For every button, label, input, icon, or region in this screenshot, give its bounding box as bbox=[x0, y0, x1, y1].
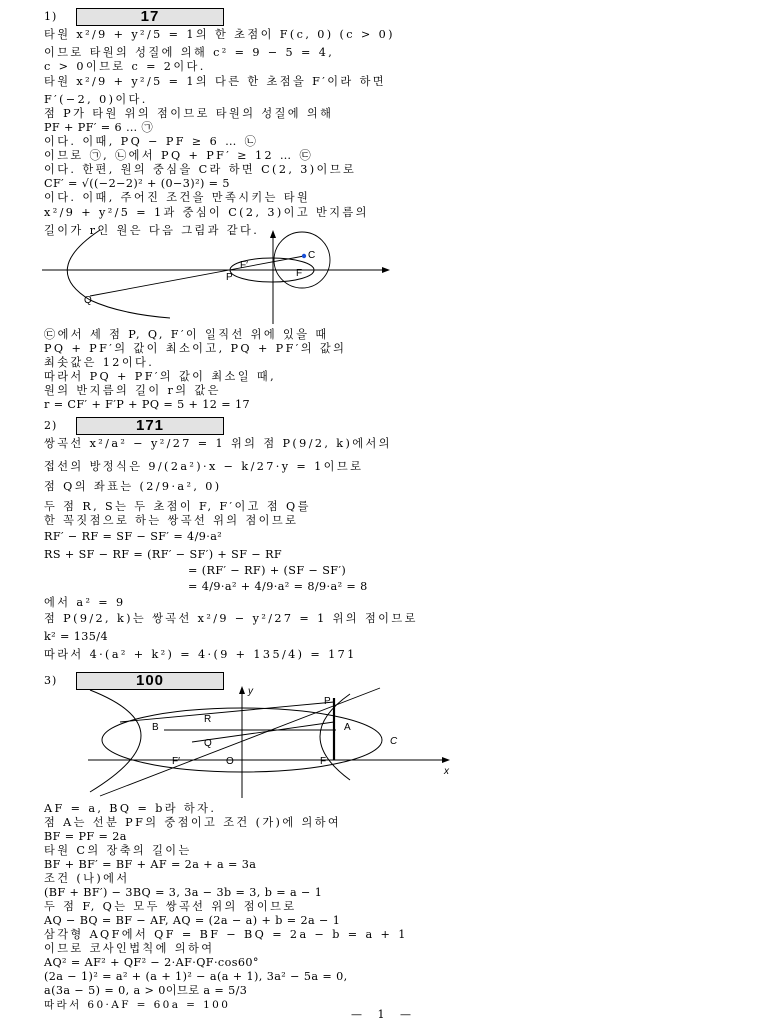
label-c: C bbox=[390, 736, 398, 747]
label-p: P bbox=[226, 272, 233, 283]
label-r: R bbox=[204, 714, 212, 725]
solution-line: k² = 135/4 bbox=[44, 630, 108, 643]
solution-line: PQ + PF′의 값이 최소이고, PQ + PF′의 값의 bbox=[44, 342, 347, 355]
solution-line: BF = PF = 2a bbox=[44, 830, 127, 843]
solution-line: 점 A는 선분 PF의 중점이고 조건 (가)에 의하여 bbox=[44, 816, 342, 829]
solution-line: 이므로 코사인법칙에 의하여 bbox=[44, 942, 215, 955]
answer-box: 17 bbox=[76, 8, 224, 26]
solution-line: 접선의 방정식은 9/(2a²)·x − k/27·y = 1이므로 bbox=[44, 460, 364, 473]
answer-box: 171 bbox=[76, 417, 224, 435]
solution-line: 따라서 PQ + PF′의 값이 최소일 때, bbox=[44, 370, 277, 383]
solution-line: 이다. 한편, 원의 중심을 C라 하면 C(2, 3)이므로 bbox=[44, 163, 357, 176]
solution-line: 두 점 R, S는 두 초점이 F, F′이고 점 Q를 bbox=[44, 500, 311, 513]
solution-line: AQ − BQ = BF − AF, AQ = (2a − a) + b = 2a − 1 bbox=[44, 914, 341, 927]
solution-line: x²/9 + y²/5 = 1과 중심이 C(2, 3)이고 반지름의 bbox=[44, 206, 369, 219]
label-q: Q bbox=[84, 295, 92, 306]
solution-line: (2a − 1)² = a² + (a + 1)² − a(a + 1), 3a² − 5a = 0, bbox=[44, 970, 348, 983]
solution-line: = 4/9·a² + 4/9·a² = 8/9·a² = 8 bbox=[188, 580, 368, 593]
label-q: Q bbox=[204, 738, 212, 749]
solution-line: 점 Q의 좌표는 (2/9·a², 0) bbox=[44, 480, 222, 493]
solution-line: AF = a, BQ = b라 하자. bbox=[44, 802, 217, 815]
solution-line: PF + PF′ = 6 … ㉠ bbox=[44, 121, 154, 134]
solution-line: 타원 x²/9 + y²/5 = 1의 한 초점이 F(c, 0) (c > 0) bbox=[44, 28, 395, 41]
solution-line: r = CF′ + F′P + PQ = 5 + 12 = 17 bbox=[44, 398, 251, 411]
solution-line: CF′ = √((−2−2)² + (0−3)²) = 5 bbox=[44, 177, 230, 190]
solution-line: 한 꼭짓점으로 하는 쌍곡선 위의 점이므로 bbox=[44, 514, 299, 527]
solution-line: 이므로 타원의 성질에 의해 c² = 9 − 5 = 4, bbox=[44, 46, 335, 59]
solution-line: (BF + BF′) − 3BQ = 3, 3a − 3b = 3, b = a − 1 bbox=[44, 886, 323, 899]
solution-line: RF′ − RF = SF − SF′ = 4/9·a² bbox=[44, 530, 223, 543]
solution-line: 따라서 4·(a² + k²) = 4·(9 + 135/4) = 171 bbox=[44, 648, 357, 661]
solution-line: a(3a − 5) = 0, a > 0이므로 a = 5/3 bbox=[44, 984, 248, 997]
solution-line: c > 0이므로 c = 2이다. bbox=[44, 60, 206, 73]
label-fprime: F′ bbox=[240, 260, 248, 271]
answer-box: 100 bbox=[76, 672, 224, 690]
solution-line: = (RF′ − RF) + (SF − SF′) bbox=[188, 564, 347, 577]
solution-line: 따라서 60·AF = 60a = 100 bbox=[44, 999, 231, 1011]
label-x: x bbox=[444, 766, 449, 777]
solution-line: 원의 반지름의 길이 r의 값은 bbox=[44, 384, 221, 397]
solution-line: 조건 (나)에서 bbox=[44, 872, 130, 885]
solution-line: RS + SF − RF = (RF′ − SF′) + SF − RF bbox=[44, 548, 283, 561]
problem-number: 3) bbox=[44, 674, 58, 687]
label-f: F bbox=[320, 756, 327, 767]
label-p: P bbox=[324, 696, 331, 707]
solution-line: 점 P(9/2, k)는 쌍곡선 x²/9 − y²/27 = 1 위의 점이므로 bbox=[44, 612, 418, 625]
hyperbola-ellipse-figure bbox=[80, 684, 460, 800]
label-y: y bbox=[248, 686, 253, 697]
label-o: O bbox=[226, 756, 234, 767]
ellipse-circle-figure bbox=[40, 230, 400, 325]
solution-line: 두 점 F, Q는 모두 쌍곡선 위의 점이므로 bbox=[44, 900, 297, 913]
problem-number: 2) bbox=[44, 419, 58, 432]
solution-line: 이다. 이때, 주어진 조건을 만족시키는 타원 bbox=[44, 191, 311, 204]
solution-line: 최솟값은 12이다. bbox=[44, 356, 155, 369]
label-a: A bbox=[344, 722, 351, 733]
solution-line: 쌍곡선 x²/a² − y²/27 = 1 위의 점 P(9/2, k)에서의 bbox=[44, 437, 392, 450]
label-c: C bbox=[308, 250, 316, 261]
solution-line: 타원 C의 장축의 길이는 bbox=[44, 844, 192, 857]
solution-line: BF + BF′ = BF + AF = 2a + a = 3a bbox=[44, 858, 257, 871]
solution-line: ㉢에서 세 점 P, Q, F′이 일직선 위에 있을 때 bbox=[44, 328, 329, 341]
solution-line: 점 P가 타원 위의 점이므로 타원의 성질에 의해 bbox=[44, 107, 334, 120]
label-fprime: F′ bbox=[172, 756, 180, 767]
solution-line: 이므로 ㉠, ㉡에서 PQ + PF′ ≥ 12 … ㉢ bbox=[44, 149, 314, 162]
problem-number: 1) bbox=[44, 10, 58, 23]
solution-line: 이다. 이때, PQ − PF ≥ 6 … ㉡ bbox=[44, 135, 259, 148]
solution-line: 길이가 r인 원은 다음 그림과 같다. bbox=[44, 224, 260, 237]
label-f: F bbox=[296, 268, 303, 279]
solution-line: 타원 x²/9 + y²/5 = 1의 다른 한 초점을 F′이라 하면 bbox=[44, 75, 386, 88]
solution-line: 삼각형 AQF에서 QF = BF − BQ = 2a − b = a + 1 bbox=[44, 928, 408, 941]
solution-line: AQ² = AF² + QF² − 2·AF·QF·cos60° bbox=[44, 956, 259, 969]
solution-line: 에서 a² = 9 bbox=[44, 596, 126, 609]
page-number: — 1 — bbox=[351, 1008, 417, 1021]
solution-line: F′(−2, 0)이다. bbox=[44, 93, 148, 106]
label-b: B bbox=[152, 722, 159, 733]
